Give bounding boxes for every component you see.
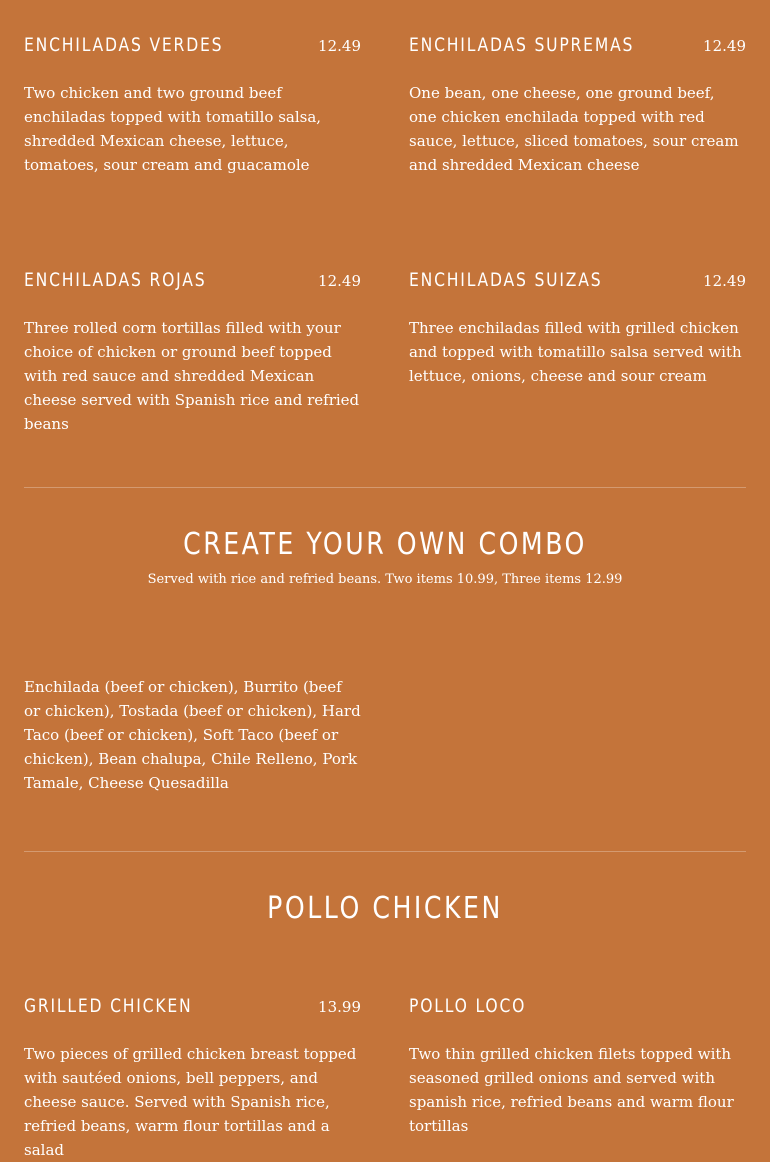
menu-item-name: ENCHILADAS SUIZAS xyxy=(409,269,603,291)
menu-item-price: 12.49 xyxy=(703,37,746,55)
menu-item-name: GRILLED CHICKEN xyxy=(24,995,193,1017)
menu-row xyxy=(24,36,746,177)
menu-item xyxy=(24,36,361,177)
menu-item-name: POLLO LOCO xyxy=(409,995,527,1017)
menu-item-name: ENCHILADAS ROJAS xyxy=(24,269,207,291)
menu-item-header xyxy=(409,271,746,290)
menu-item xyxy=(409,36,746,177)
menu-item xyxy=(409,997,746,1162)
menu-item-description: Two chicken and two ground beef enchiladas topped with tomatillo salsa, shredded Mexican cheese, lettuce, tomatoes, sour cream and guacamole xyxy=(24,84,322,174)
menu-item xyxy=(24,997,361,1162)
section-title: POLLO CHICKEN xyxy=(267,891,503,926)
menu-item-description: One bean, one cheese, one ground beef, one chicken enchilada topped with red sauce, lettuce, sliced tomatoes, sour cream and shredded Mexican cheese xyxy=(409,84,739,174)
section-divider xyxy=(24,487,746,488)
menu-item xyxy=(409,271,746,436)
menu-item xyxy=(24,271,361,436)
menu-item-price: 13.99 xyxy=(318,998,361,1016)
menu-item-name: ENCHILADAS VERDES xyxy=(24,34,224,56)
section-subtitle: Served with rice and refried beans. Two items 10.99, Three items 12.99 xyxy=(147,572,623,587)
menu-item-description: Two pieces of grilled chicken breast topped with sautéed onions, bell peppers, and cheese sauce. Served with Spanish rice, refried beans, warm flour tortillas and a salad xyxy=(24,1045,357,1159)
menu-item-header xyxy=(24,997,361,1016)
menu-item-description: Three rolled corn tortillas filled with your choice of chicken or ground beef topped with red sauce and shredded Mexican cheese served with Spanish rice and refried beans xyxy=(24,319,360,433)
menu-item-header xyxy=(409,997,746,1016)
menu-item-header xyxy=(24,36,361,55)
menu-item-price: 12.49 xyxy=(318,272,361,290)
section-title: CREATE YOUR OWN COMBO xyxy=(183,527,587,562)
section-divider xyxy=(24,851,746,852)
menu-item-header xyxy=(409,36,746,55)
combo-description: Enchilada (beef or chicken), Burrito (beef or chicken), Tostada (beef or chicken), Hard Taco (beef or chicken), Soft Taco (beef or chicken), Bean chalupa, Chile Relleno, Pork Tamale, Cheese Quesadilla xyxy=(24,678,361,792)
menu-item-price: 12.49 xyxy=(703,272,746,290)
menu-item-name: ENCHILADAS SUPREMAS xyxy=(409,34,635,56)
menu-row xyxy=(24,271,746,436)
menu-item-description: Three enchiladas filled with grilled chicken and topped with tomatillo salsa served with lettuce, onions, cheese and sour cream xyxy=(409,319,742,385)
menu-item-description: Two thin grilled chicken filets topped with seasoned grilled onions and served with spanish rice, refried beans and warm flour tortillas xyxy=(409,1045,734,1135)
menu-item-price: 12.49 xyxy=(318,37,361,55)
menu-item-header xyxy=(24,271,361,290)
menu-row xyxy=(24,997,746,1162)
